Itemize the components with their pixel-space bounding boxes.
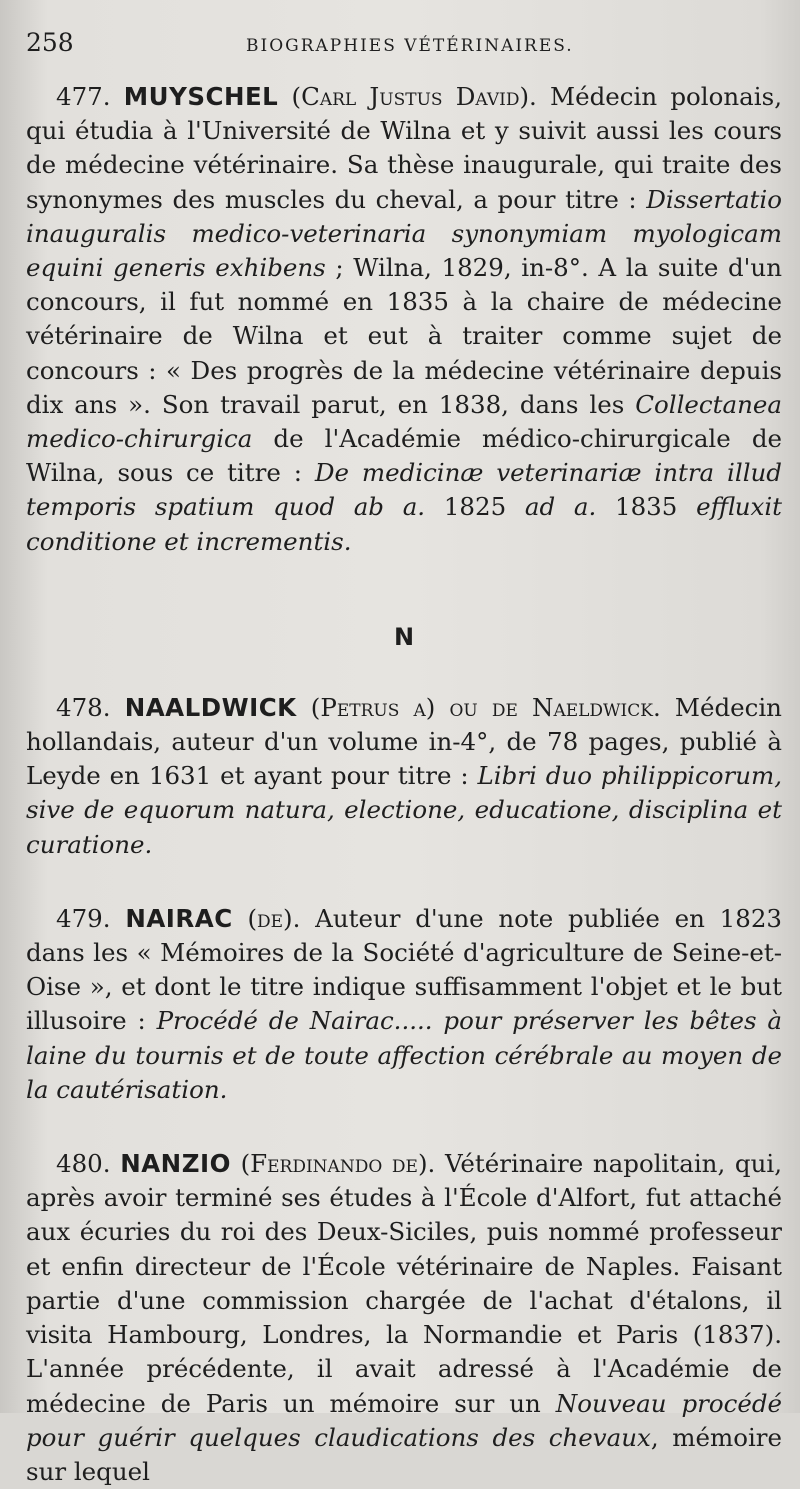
- entry-name: NAIRAC: [125, 903, 233, 933]
- entry-title-italic: Procédé de Nairac..... pour préserver les bêtes à laine du tournis et de toute affection cérébrale au moyen de la cautérisation.: [26, 1006, 782, 1104]
- entry-text: de l'Académie médico-chirurgicale de Wilna, sous ce titre :: [26, 424, 782, 488]
- spacer: [26, 862, 782, 902]
- entry-number: 478.: [56, 692, 111, 722]
- spacer: [26, 1107, 782, 1147]
- entry-title-italic: De medicinæ veterinariæ intra illud temporis spatium quod ab a.: [26, 458, 782, 522]
- entry-text: , mémoire sur lequel: [26, 1422, 782, 1486]
- entry-given-names: (Petrus a) ou de Naeldwick.: [310, 692, 661, 722]
- entry-text: Médecin polonais, qui étudia à l'Université de Wilna et y suivit aussi les cours de médecine vétérinaire. Sa thèse inaugurale, qui traite des synonymes des muscles du cheval, a pour titre :: [26, 82, 782, 214]
- entry-text: Médecin hollandais, auteur d'un volume in-4°, de 78 pages, publié à Leyde en 1631 et ayant pour titre :: [26, 692, 782, 791]
- entry-number: 480.: [56, 1149, 111, 1179]
- entry-479: [26, 902, 782, 1107]
- entry-text: Auteur d'une note publiée en 1823 dans les « Mémoires de la Société d'agriculture de Seine-et-Oise », et dont le titre indique suffisamment l'objet et le but illusoire :: [26, 903, 782, 1036]
- entry-text: Vétérinaire napolitain, qui, après avoir terminé ses études à l'École d'Alfort, fut attaché aux écuries du roi des Deux-Siciles, puis nommé professeur et enfin directeur de l'École vétérinaire de Naples. Faisant partie d'une commission chargée de l'achat d'étalons, il visita Hambourg, Londres, la Normandie et Paris (1837). L'année précédente, il avait adressé à l'Académie de médecine de Paris un mémoire sur un: [26, 1149, 782, 1418]
- entry-title-italic: effluxit conditione et incrementis.: [26, 492, 783, 556]
- entry-number: 479.: [56, 903, 111, 933]
- entry-title-italic: ad a.: [524, 492, 597, 522]
- entry-given-names: (Carl Justus David).: [291, 82, 537, 111]
- entry-name: MUYSCHEL: [123, 82, 279, 111]
- entry-478: [26, 691, 782, 862]
- running-title: BIOGRAPHIES VÉTÉRINAIRES.: [246, 36, 574, 56]
- entry-text: 1835: [596, 492, 697, 522]
- entry-name: NANZIO: [120, 1149, 231, 1179]
- entry-given-names: (de).: [247, 903, 301, 933]
- entry-text: ; Wilna, 1829, in-8°. A la suite d'un concours, il fut nommé en 1835 à la chaire de médecine vétérinaire de Wilna et eut à traiter comme sujet de concours : « Des progrès de la médecine vétérinaire depuis dix ans ». Son travail parut, en 1838, dans les: [26, 253, 782, 419]
- page-number: 258: [26, 28, 74, 57]
- entry-title-italic: Dissertatio inauguralis medico-veterinaria synonymiam myologicam equini generis exhibens: [26, 184, 782, 283]
- entry-number: 477.: [56, 82, 111, 111]
- entry-given-names: (Ferdinando de).: [240, 1149, 436, 1179]
- section-letter-heading: N: [393, 622, 415, 651]
- entry-title-italic: Nouveau procédé pour guérir quelques claudications des chevaux: [26, 1388, 783, 1452]
- entry-477: [26, 80, 782, 559]
- entry-name: NAALDWICK: [124, 692, 297, 722]
- entry-text: 1825: [425, 492, 525, 522]
- page-header: [26, 28, 782, 80]
- entry-title-italic: Libri duo philippicorum, sive de equorum natura, electione, educatione, disciplina et curatione.: [26, 761, 783, 859]
- entry-480: [26, 1147, 782, 1489]
- entry-title-italic: Collectanea medico-chirurgica: [26, 389, 782, 454]
